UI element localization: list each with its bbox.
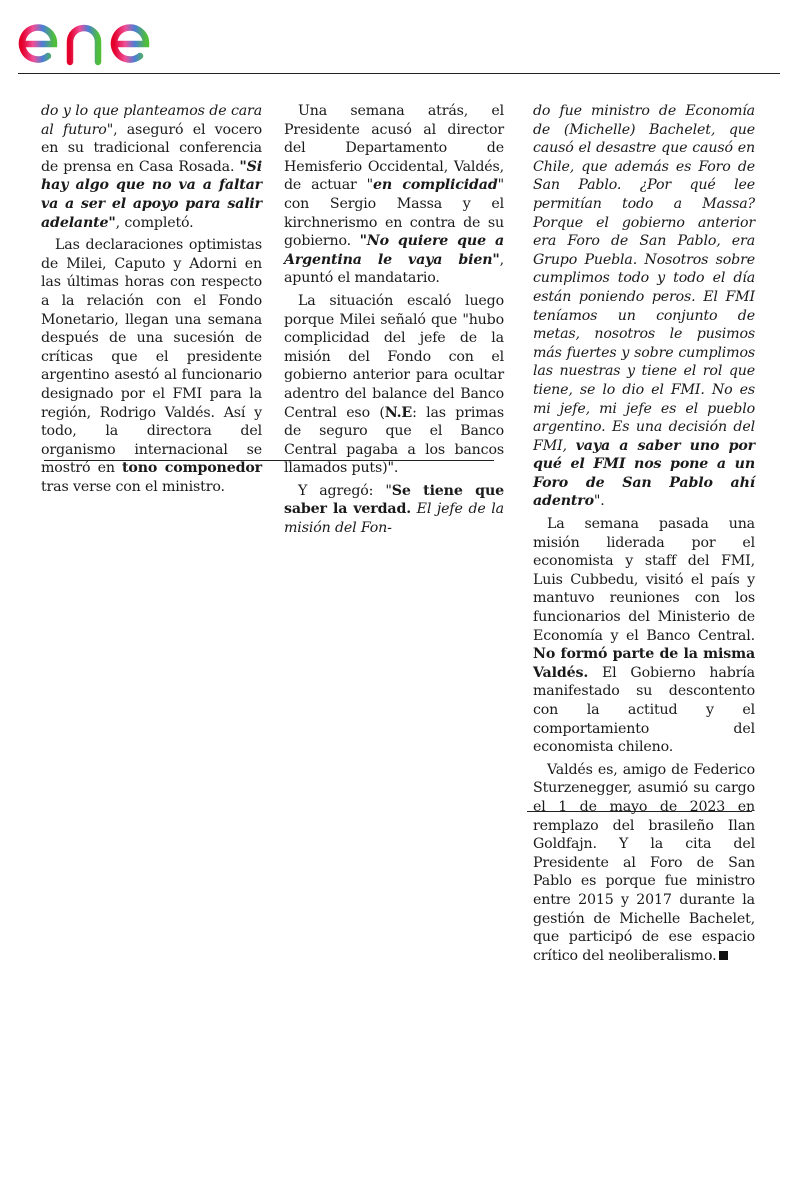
text-run: " con Sergio Massa y el kirchnerismo en contra de su gobierno.: [284, 177, 504, 250]
text-run: Las declaraciones optimistas de Milei, Caputo y Adorni en las últimas horas con respecto a la relación con el Fondo Monetario, llegan una semana después de una sucesión de críticas que el presidente argentino asestó al funcionario designado por el FMI para la región, Rodrigo Valdés. Así y todo, la directora del organismo internacional se mostró en: [41, 237, 262, 477]
text-run: tono componedor: [122, 460, 262, 477]
paragraph: [284, 482, 504, 538]
text-run: N.E: [384, 404, 413, 421]
text-run: "No quiere que a Argentina le vaya bien": [284, 233, 504, 268]
paragraph: [533, 761, 755, 966]
text-run: La semana pasada una misión liderada por el economista y staff del FMI, Luis Cubbedu, visitó el país y mantuvo reuniones con los funcionarios del Ministerio de Economía y el Banco Central.: [533, 516, 755, 644]
article-column-3: [533, 102, 755, 965]
text-run: "Si hay algo que no va a faltar va a ser el apoyo para salir adelante": [41, 158, 262, 231]
paragraph: [533, 102, 755, 511]
text-run: El jefe de la misión del Fon-: [284, 501, 504, 537]
header-rule: [18, 73, 780, 74]
paragraph: [284, 292, 504, 478]
end-of-article-mark: [719, 951, 728, 960]
text-run: ", aseguró el vocero en su tradicional conferencia de prensa en Casa Rosada.: [41, 121, 262, 175]
text-run: vaya a saber uno por qué el FMI nos pone a un Foro de San Pablo ahí adentro: [533, 437, 755, 510]
article-column-2: [284, 102, 504, 538]
paragraph: [41, 236, 262, 496]
paragraph: [284, 102, 504, 288]
paragraph: [533, 515, 755, 757]
text-run: ".: [593, 493, 605, 510]
text-run: do y lo que planteamos de cara al futuro: [41, 103, 262, 138]
text-run: tras verse con el ministro.: [41, 478, 225, 495]
text-run: en complicidad: [372, 177, 498, 194]
section-divider: [527, 811, 752, 812]
text-run: , completó.: [115, 214, 194, 231]
paragraph: [41, 102, 262, 232]
enel-logo: [14, 6, 184, 70]
article-column-1: [41, 102, 262, 496]
text-run: , apuntó el mandatario.: [284, 251, 504, 287]
section-divider: [44, 460, 494, 461]
text-run: do fue ministro de Economía de (Michelle) Bachelet, que causó el desastre que causó en Chile, que además es Foro de San Pablo. ¿Por qué lee permitían todo a Massa? Porque el gobierno anterior era Foro de San Pablo, era Grupo Puebla. Nosotros sobre cumplimos todo y todo el día están poniendo peros. El FMI teníamos un conjunto de metas, nosotros le pusimos más fuertes y sobre cumplimos las nuestras y tiene el rol que tiene, se lo dio el FMI. No es mi jefe, mi jefe es el pueblo argentino. Es una decisión del FMI,: [533, 103, 755, 454]
text-run: La situación escaló luego porque Milei señaló que "hubo complicidad del jefe de la misión del Fondo con el gobierno anterior para ocultar adentro del balance del Banco Central eso (: [284, 292, 504, 421]
text-run: Valdés es, amigo de Federico Sturzenegger, asumió su cargo el 1 de mayo de 2023 en remplazo del brasileño Ilan Goldfajn. Y la cita del Presidente al Foro de San Pablo es porque fue ministro entre 2015 y 2017 durante la gestión de Michelle Bachelet, que participó de ese espacio crítico del neoliberalismo.: [533, 761, 755, 964]
text-run: Una semana atrás, el Presidente acusó al director del Departamento de Hemisferio Occidental, Valdés, de actuar ": [284, 103, 504, 194]
text-run: : las primas de seguro que el Banco Central pagaba a los bancos llamados puts)".: [284, 404, 504, 477]
text-run: Se tiene que saber la verdad.: [284, 482, 504, 518]
text-run: Y agregó: ": [298, 482, 392, 499]
text-run: No formó parte de la misma Valdés.: [533, 646, 755, 681]
text-run: El Gobierno habría manifestado su descontento con la actitud y el comportamiento del economista chileno.: [533, 664, 755, 756]
